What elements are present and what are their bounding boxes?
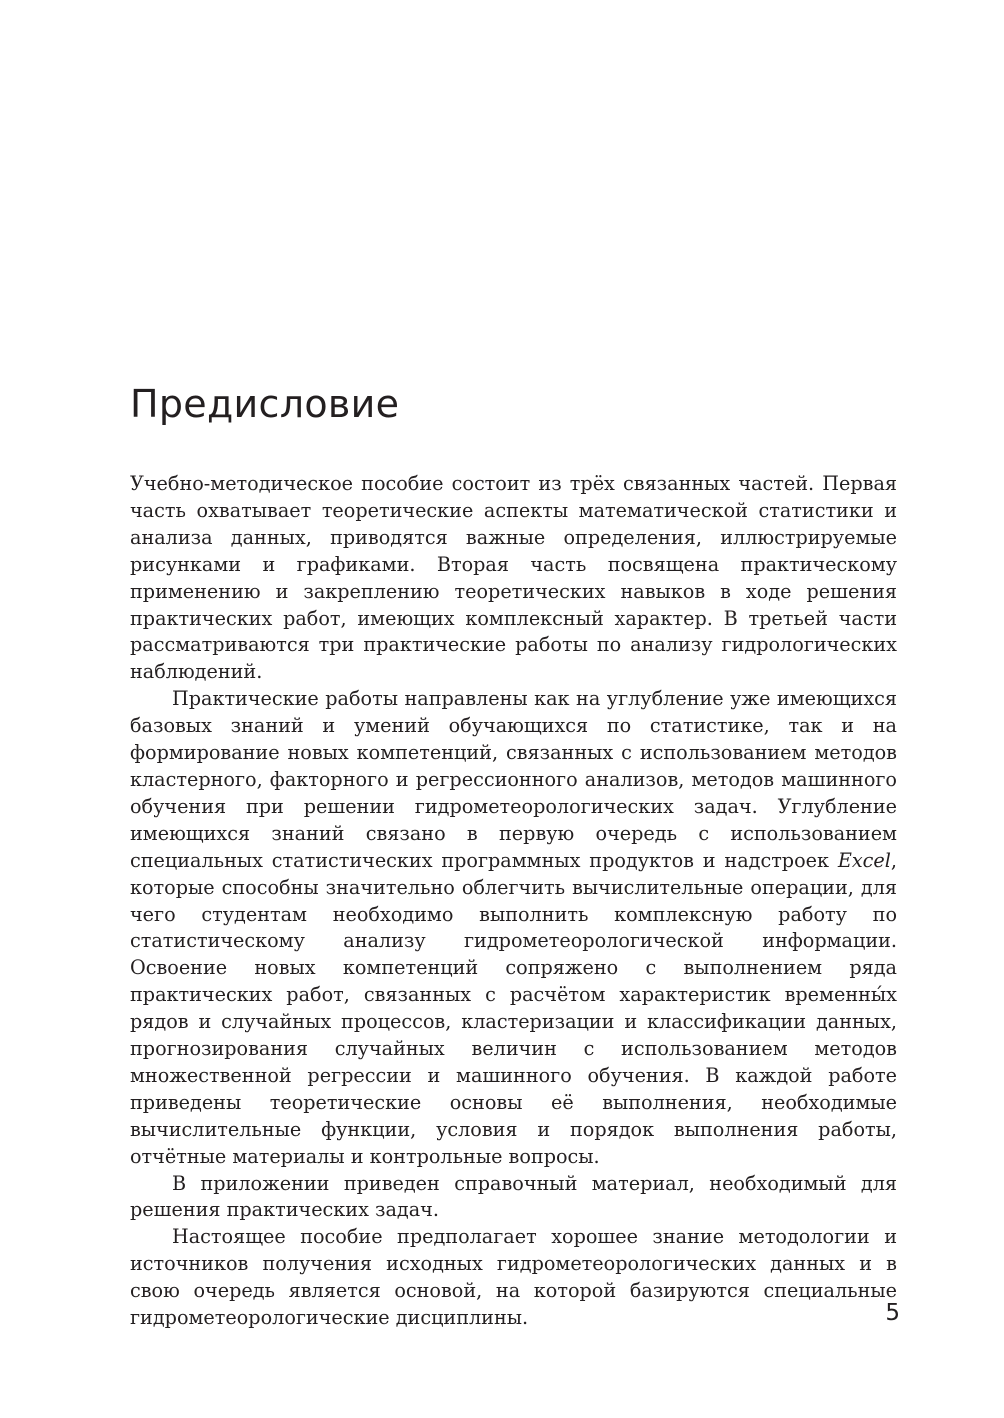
page-number: 5 [885, 1300, 900, 1326]
preface-body [130, 471, 897, 1332]
paragraph-text-start: Практические работы направлены как на углубление уже имеющихся базовых знаний и умений обучающихся по статистике, так и на формирование новых компетенций, связанных с использованием методов кластерного, факторного и регрессионного анализов, методов машинного обучения при решении гидрометеорологических задач. Углубление имеющихся знаний связано в первую очередь с использованием специальных статистических программных продуктов и надстроек [130, 687, 897, 872]
paragraph-text-end: , которые способны значительно облегчить вычислительные операции, для чего студентам необходимо выполнить комплексную работу по статистическому анализу гидрометеорологической информации. Освоение новых компетенций сопряжено с выполнением ряда практических работ, связанных с расчётом характеристик временны́х рядов и случайных процессов, кластеризации и классификации данных, прогнозирования случайных величин с использованием методов множественной регрессии и машинного обучения. В каждой работе приведены теоретические основы её выполнения, необходимые вычислительные функции, условия и порядок выполнения работы, отчётные материалы и контрольные вопросы. [130, 848, 897, 1168]
software-name-excel: Excel [837, 848, 891, 872]
paragraph-intro: Учебно-методическое пособие состоит из трёх связанных частей. Первая часть охватывает теоретические аспекты математической статистики и анализа данных, приводятся важные определения, иллюстрируемые рисунками и графиками. Вторая часть посвящена практическому применению и закреплению теоретических навыков в ходе решения практических работ, имеющих комплексный характер. В третьей части рассматриваются три практические работы по анализу гидрологических наблюдений. [130, 472, 897, 684]
paragraph-appendix: В приложении приведен справочный материал, необходимый для решения практических задач. [130, 1171, 897, 1222]
page-title: Предисловие [130, 382, 400, 426]
paragraph-prerequisites: Настоящее пособие предполагает хорошее знание методологии и источников получения исходных гидрометеорологических данных и в свою очередь является основой, на которой базируются специальные гидрометеорологические дисциплины. [130, 1225, 897, 1330]
paragraph-practical-works [130, 686, 897, 1170]
